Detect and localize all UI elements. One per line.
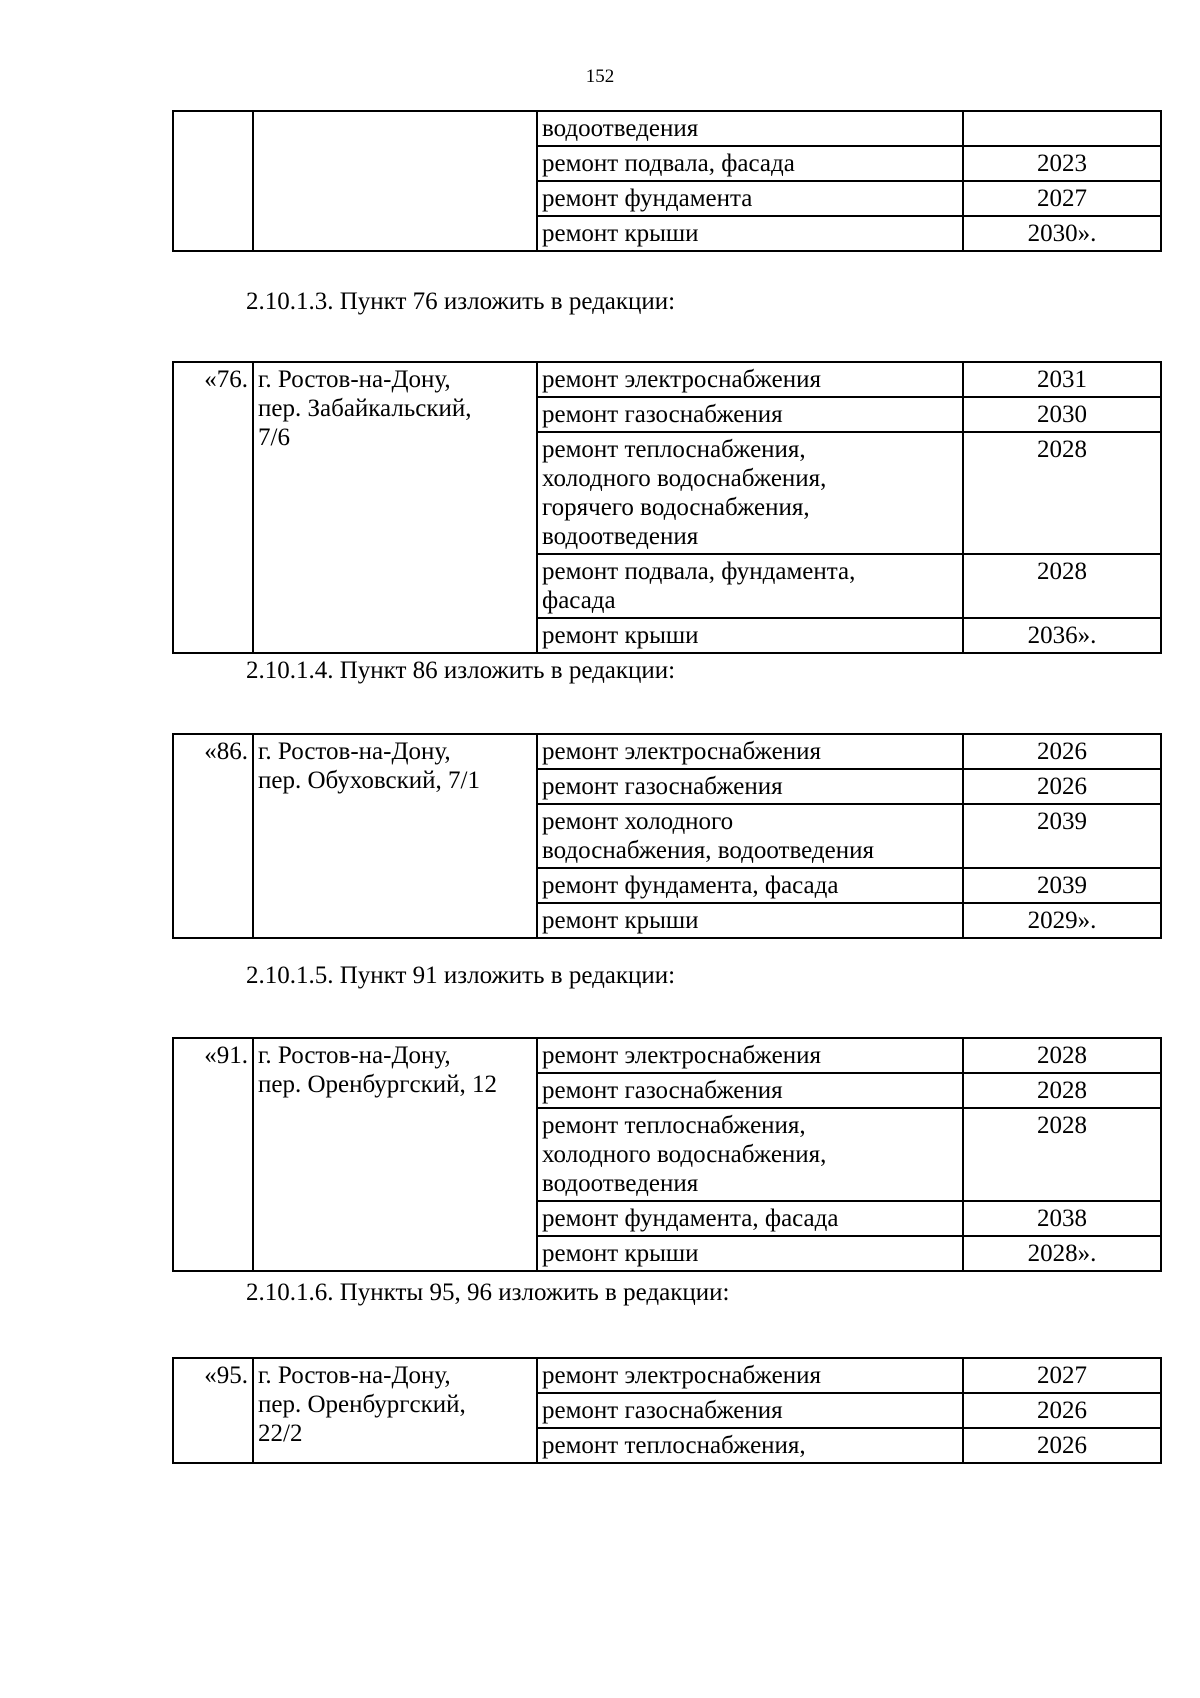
work-type-line: ремонт теплоснабжения, — [542, 1112, 806, 1139]
address-line: 22/2 — [258, 1420, 303, 1447]
year-cell: 2026 — [963, 1428, 1161, 1463]
work-type-line: ремонт холодного — [542, 808, 734, 835]
repair-schedule-table — [172, 1037, 1162, 1272]
work-type-cell — [537, 181, 963, 216]
year-cell: 2030». — [963, 216, 1161, 251]
table-row — [173, 1358, 1161, 1393]
table-row — [173, 111, 1161, 146]
work-type-line: ремонт крыши — [542, 907, 699, 934]
address-cell — [253, 1038, 537, 1271]
year-cell: 2027 — [963, 181, 1161, 216]
work-type-line: ремонт фундамента — [542, 185, 753, 212]
work-type-cell — [537, 618, 963, 653]
work-type-line: водоотведения — [542, 523, 699, 550]
address-line: пер. Забайкальский, — [258, 395, 472, 422]
work-type-cell — [537, 804, 963, 868]
work-type-cell — [537, 868, 963, 903]
item-number — [173, 111, 253, 251]
address-line: пер. Оренбургский, 12 — [258, 1071, 498, 1098]
work-type-line: горячего водоснабжения, — [542, 494, 810, 521]
address-cell — [253, 1358, 537, 1463]
work-type-line: ремонт фундамента, фасада — [542, 1205, 839, 1232]
year-cell — [963, 111, 1161, 146]
year-cell: 2028». — [963, 1236, 1161, 1271]
work-type-line: ремонт электроснабжения — [542, 1362, 821, 1389]
year-cell: 2028 — [963, 554, 1161, 618]
work-type-cell — [537, 1108, 963, 1201]
work-type-line: ремонт электроснабжения — [542, 738, 821, 765]
table-row — [173, 734, 1161, 769]
work-type-cell — [537, 397, 963, 432]
work-type-line: ремонт фундамента, фасада — [542, 872, 839, 899]
work-type-line: ремонт электроснабжения — [542, 366, 821, 393]
year-cell: 2028 — [963, 432, 1161, 554]
address-cell — [253, 111, 537, 251]
work-type-cell — [537, 111, 963, 146]
work-type-line: ремонт газоснабжения — [542, 401, 783, 428]
work-type-cell — [537, 1358, 963, 1393]
address-line: пер. Обуховский, 7/1 — [258, 767, 480, 794]
work-type-line: ремонт теплоснабжения, — [542, 436, 806, 463]
address-line: г. Ростов-на-Дону, — [258, 1362, 451, 1389]
item-number: «95. — [173, 1358, 253, 1463]
year-cell: 2028 — [963, 1073, 1161, 1108]
work-type-cell — [537, 1073, 963, 1108]
work-type-line: ремонт крыши — [542, 1240, 699, 1267]
work-type-line: водоотведения — [542, 115, 699, 142]
work-type-cell — [537, 216, 963, 251]
section-heading: 2.10.1.5. Пункт 91 изложить в редакции: — [246, 962, 676, 989]
work-type-cell — [537, 554, 963, 618]
work-type-line: ремонт теплоснабжения, — [542, 1432, 806, 1459]
repair-schedule-table — [172, 110, 1162, 252]
work-type-line: водоснабжения, водоотведения — [542, 837, 874, 864]
year-cell: 2031 — [963, 362, 1161, 397]
work-type-line: ремонт газоснабжения — [542, 773, 783, 800]
year-cell: 2029». — [963, 903, 1161, 938]
year-cell: 2026 — [963, 1393, 1161, 1428]
work-type-cell — [537, 1428, 963, 1463]
work-type-line: фасада — [542, 587, 616, 614]
work-type-cell — [537, 903, 963, 938]
year-cell: 2039 — [963, 868, 1161, 903]
address-line: 7/6 — [258, 424, 290, 451]
address-line: г. Ростов-на-Дону, — [258, 366, 451, 393]
work-type-line: ремонт крыши — [542, 622, 699, 649]
item-number: «76. — [173, 362, 253, 653]
work-type-line: ремонт подвала, фундамента, — [542, 558, 856, 585]
work-type-cell — [537, 1038, 963, 1073]
work-type-line: ремонт электроснабжения — [542, 1042, 821, 1069]
page-number: 152 — [585, 66, 615, 87]
work-type-cell — [537, 362, 963, 397]
section-heading: 2.10.1.6. Пункты 95, 96 изложить в редакции: — [246, 1279, 730, 1306]
work-type-line: водоотведения — [542, 1170, 699, 1197]
year-cell: 2038 — [963, 1201, 1161, 1236]
work-type-cell — [537, 734, 963, 769]
repair-schedule-table — [172, 361, 1162, 654]
address-line: пер. Оренбургский, — [258, 1391, 466, 1418]
year-cell: 2039 — [963, 804, 1161, 868]
item-number: «91. — [173, 1038, 253, 1271]
address-cell — [253, 362, 537, 653]
work-type-line: холодного водоснабжения, — [542, 465, 827, 492]
year-cell: 2028 — [963, 1108, 1161, 1201]
work-type-line: ремонт крыши — [542, 220, 699, 247]
section-heading: 2.10.1.3. Пункт 76 изложить в редакции: — [246, 288, 676, 315]
year-cell: 2030 — [963, 397, 1161, 432]
section-heading: 2.10.1.4. Пункт 86 изложить в редакции: — [246, 657, 676, 684]
address-line: г. Ростов-на-Дону, — [258, 1042, 451, 1069]
work-type-cell — [537, 1201, 963, 1236]
repair-schedule-table — [172, 1357, 1162, 1464]
work-type-line: ремонт подвала, фасада — [542, 150, 795, 177]
address-cell — [253, 734, 537, 938]
year-cell: 2028 — [963, 1038, 1161, 1073]
work-type-cell — [537, 432, 963, 554]
address-line: г. Ростов-на-Дону, — [258, 738, 451, 765]
repair-schedule-table — [172, 733, 1162, 939]
year-cell: 2023 — [963, 146, 1161, 181]
year-cell: 2026 — [963, 734, 1161, 769]
work-type-line: холодного водоснабжения, — [542, 1141, 827, 1168]
work-type-line: ремонт газоснабжения — [542, 1397, 783, 1424]
work-type-cell — [537, 769, 963, 804]
work-type-cell — [537, 1393, 963, 1428]
year-cell: 2036». — [963, 618, 1161, 653]
table-row — [173, 362, 1161, 397]
year-cell: 2027 — [963, 1358, 1161, 1393]
work-type-cell — [537, 1236, 963, 1271]
work-type-line: ремонт газоснабжения — [542, 1077, 783, 1104]
year-cell: 2026 — [963, 769, 1161, 804]
item-number: «86. — [173, 734, 253, 938]
table-row — [173, 1038, 1161, 1073]
work-type-cell — [537, 146, 963, 181]
